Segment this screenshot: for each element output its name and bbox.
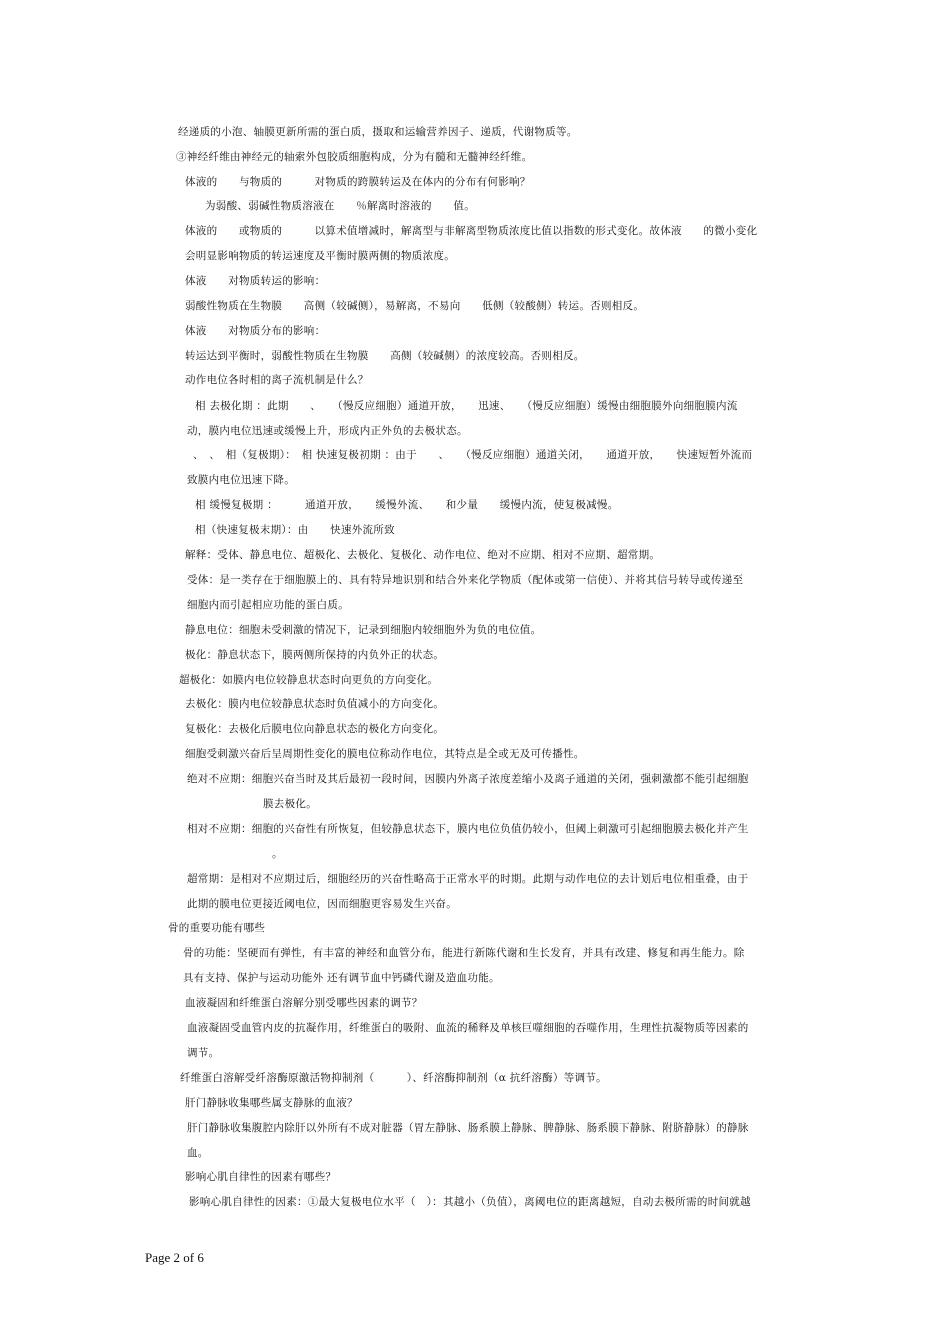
text-line: 调节。 bbox=[187, 1047, 220, 1059]
text-line: 经递质的小泡、轴膜更新所需的蛋白质，摄取和运输营养因子、递质，代谢物质等。 bbox=[178, 126, 578, 138]
text-line: 细胞受刺激兴奋后呈周期性变化的膜电位称动作电位，其特点是全或无及可传播性。 bbox=[185, 748, 585, 760]
text-line: 、 、 相（复极期）： 相 快速复极初期 ：由于 、 （慢反应细胞）通道关闭， 通道开放， 快速短暂外流而 bbox=[193, 449, 753, 461]
text-line: 体液的 与物质的 对物质的跨膜转运及在体内的分布有何影响？ bbox=[185, 176, 531, 188]
text-line: 超常期：是相对不应期过后，细胞经历的兴奋性略高于正常水平的时期。此期与动作电位的去计划后电位相重叠，由于 bbox=[187, 873, 749, 885]
text-line: 去极化：膜内电位较静息状态时负值减小的方向变化。 bbox=[185, 698, 445, 710]
text-line: 纤维蛋白溶解受纤溶酶原激活物抑制剂（ ）、纤溶酶抑制剂（α 抗纤溶酶）等调节。 bbox=[180, 1072, 607, 1084]
text-line: 相 缓慢复极期 ： 通道开放， 缓慢外流、 和少量 缓慢内流，使复极减慢。 bbox=[195, 499, 619, 511]
text-line: 极化：静息状态下，膜两侧所保持的内负外正的状态。 bbox=[185, 649, 445, 661]
text-line: 相（快速复极末期）：由 快速外流所致 bbox=[195, 524, 395, 536]
text-line: 血液凝固和纤维蛋白溶解分别受哪些因素的调节？ bbox=[185, 997, 423, 1009]
text-line: 超极化：如膜内电位较静息状态时向更负的方向变化。 bbox=[179, 674, 439, 686]
text-line: 会明显影响物质的转运速度及平衡时膜两侧的物质浓度。 bbox=[185, 250, 455, 262]
text-line: 影响心肌自律性的因素：①最大复极电位水平（ ）：其越小（负值），离阈电位的距离越短，自动去极所需的时间就越 bbox=[189, 1196, 751, 1208]
text-line: 血。 bbox=[187, 1147, 209, 1159]
text-line: 静息电位：细胞未受刺激的情况下，记录到细胞内较细胞外为负的电位值。 bbox=[185, 624, 542, 636]
text-line: 肝门静脉收集腹腔内除肝以外所有不成对脏器（胃左静脉、肠系膜上静脉、脾静脉、肠系膜下静脉、附脐静脉）的静脉 bbox=[187, 1122, 749, 1134]
text-line: 动，膜内电位迅速或缓慢上升，形成内正外负的去极状态。 bbox=[187, 425, 468, 437]
page-number-footer: Page 2 of 6 bbox=[145, 1250, 204, 1265]
text-line: 影响心肌自律性的因素有哪些？ bbox=[185, 1171, 337, 1183]
text-line: 转运达到平衡时，弱酸性物质在生物膜 高侧（较碱侧）的浓度较高。否则相反。 bbox=[185, 350, 585, 362]
text-line: 复极化：去极化后膜电位向静息状态的极化方向变化。 bbox=[185, 723, 445, 735]
text-line: 骨的功能：坚硬而有弹性，有丰富的神经和血管分布，能进行新陈代谢和生长发育，并具有改建、修复和再生能力。除 bbox=[183, 947, 745, 959]
text-line: 细胞内而引起相应功能的蛋白质。 bbox=[187, 599, 349, 611]
text-line: 具有支持、保护与运动功能外 还有调节血中钙磷代谢及造血功能。 bbox=[183, 972, 500, 984]
text-line: ③神经纤维由神经元的轴索外包胶质细胞构成，分为有髓和无髓神经纤维。 bbox=[176, 151, 533, 163]
text-line: 体液 对物质分布的影响： bbox=[185, 325, 326, 337]
text-line: 相对不应期：细胞的兴奋性有所恢复，但较静息状态下，膜内电位负值仍较小，但阈上刺激可引起细胞膜去极化并产生 bbox=[187, 823, 749, 835]
text-line: 解释：受体、静息电位、超极化、去极化、复极化、动作电位、绝对不应期、相对不应期、超常期。 bbox=[185, 549, 661, 561]
text-line: 动作电位各时相的离子流机制是什么？ bbox=[185, 374, 369, 386]
text-line: 。 bbox=[272, 848, 283, 860]
text-line: 膜去极化。 bbox=[263, 798, 317, 810]
text-line: 为弱酸、弱碱性物质溶液在 ％解离时溶液的 值。 bbox=[205, 200, 475, 212]
text-line: 体液的 或物质的 以算术值增减时，解离型与非解离型物质浓度比值以指数的形式变化。故体液 的微小变化 bbox=[185, 225, 758, 237]
text-line: 骨的重要功能有哪些 bbox=[168, 922, 266, 934]
text-line: 受体：是一类存在于细胞膜上的、具有特异地识别和结合外来化学物质（配体或第一信使）、并将其信号转导或传递至 bbox=[187, 574, 744, 586]
text-line: 致膜内电位迅速下降。 bbox=[187, 474, 295, 486]
text-line: 弱酸性物质在生物膜 高侧（较碱侧），易解离，不易向 低侧（较酸侧）转运。否则相反。 bbox=[185, 300, 645, 312]
text-line: 血液凝固受血管内皮的抗凝作用，纤维蛋白的吸附、血流的稀释及单核巨噬细胞的吞噬作用，生理性抗凝物质等因素的 bbox=[187, 1022, 749, 1034]
text-line: 此期的膜电位更接近阈电位，因而细胞更容易发生兴奋。 bbox=[187, 898, 457, 910]
text-line: 肝门静脉收集哪些属支静脉的血液？ bbox=[185, 1097, 358, 1109]
text-line: 体液 对物质转运的影响： bbox=[185, 275, 326, 287]
text-line: 绝对不应期：细胞兴奋当时及其后最初一段时间，因膜内外离子浓度差缩小及离子通道的关闭，强刺激都不能引起细胞 bbox=[187, 773, 749, 785]
text-line: 相 去极化期 ：此期 、 （慢反应细胞）通道开放， 迅速、 （慢反应细胞）缓慢由细胞膜外向细胞膜内流 bbox=[195, 400, 738, 412]
